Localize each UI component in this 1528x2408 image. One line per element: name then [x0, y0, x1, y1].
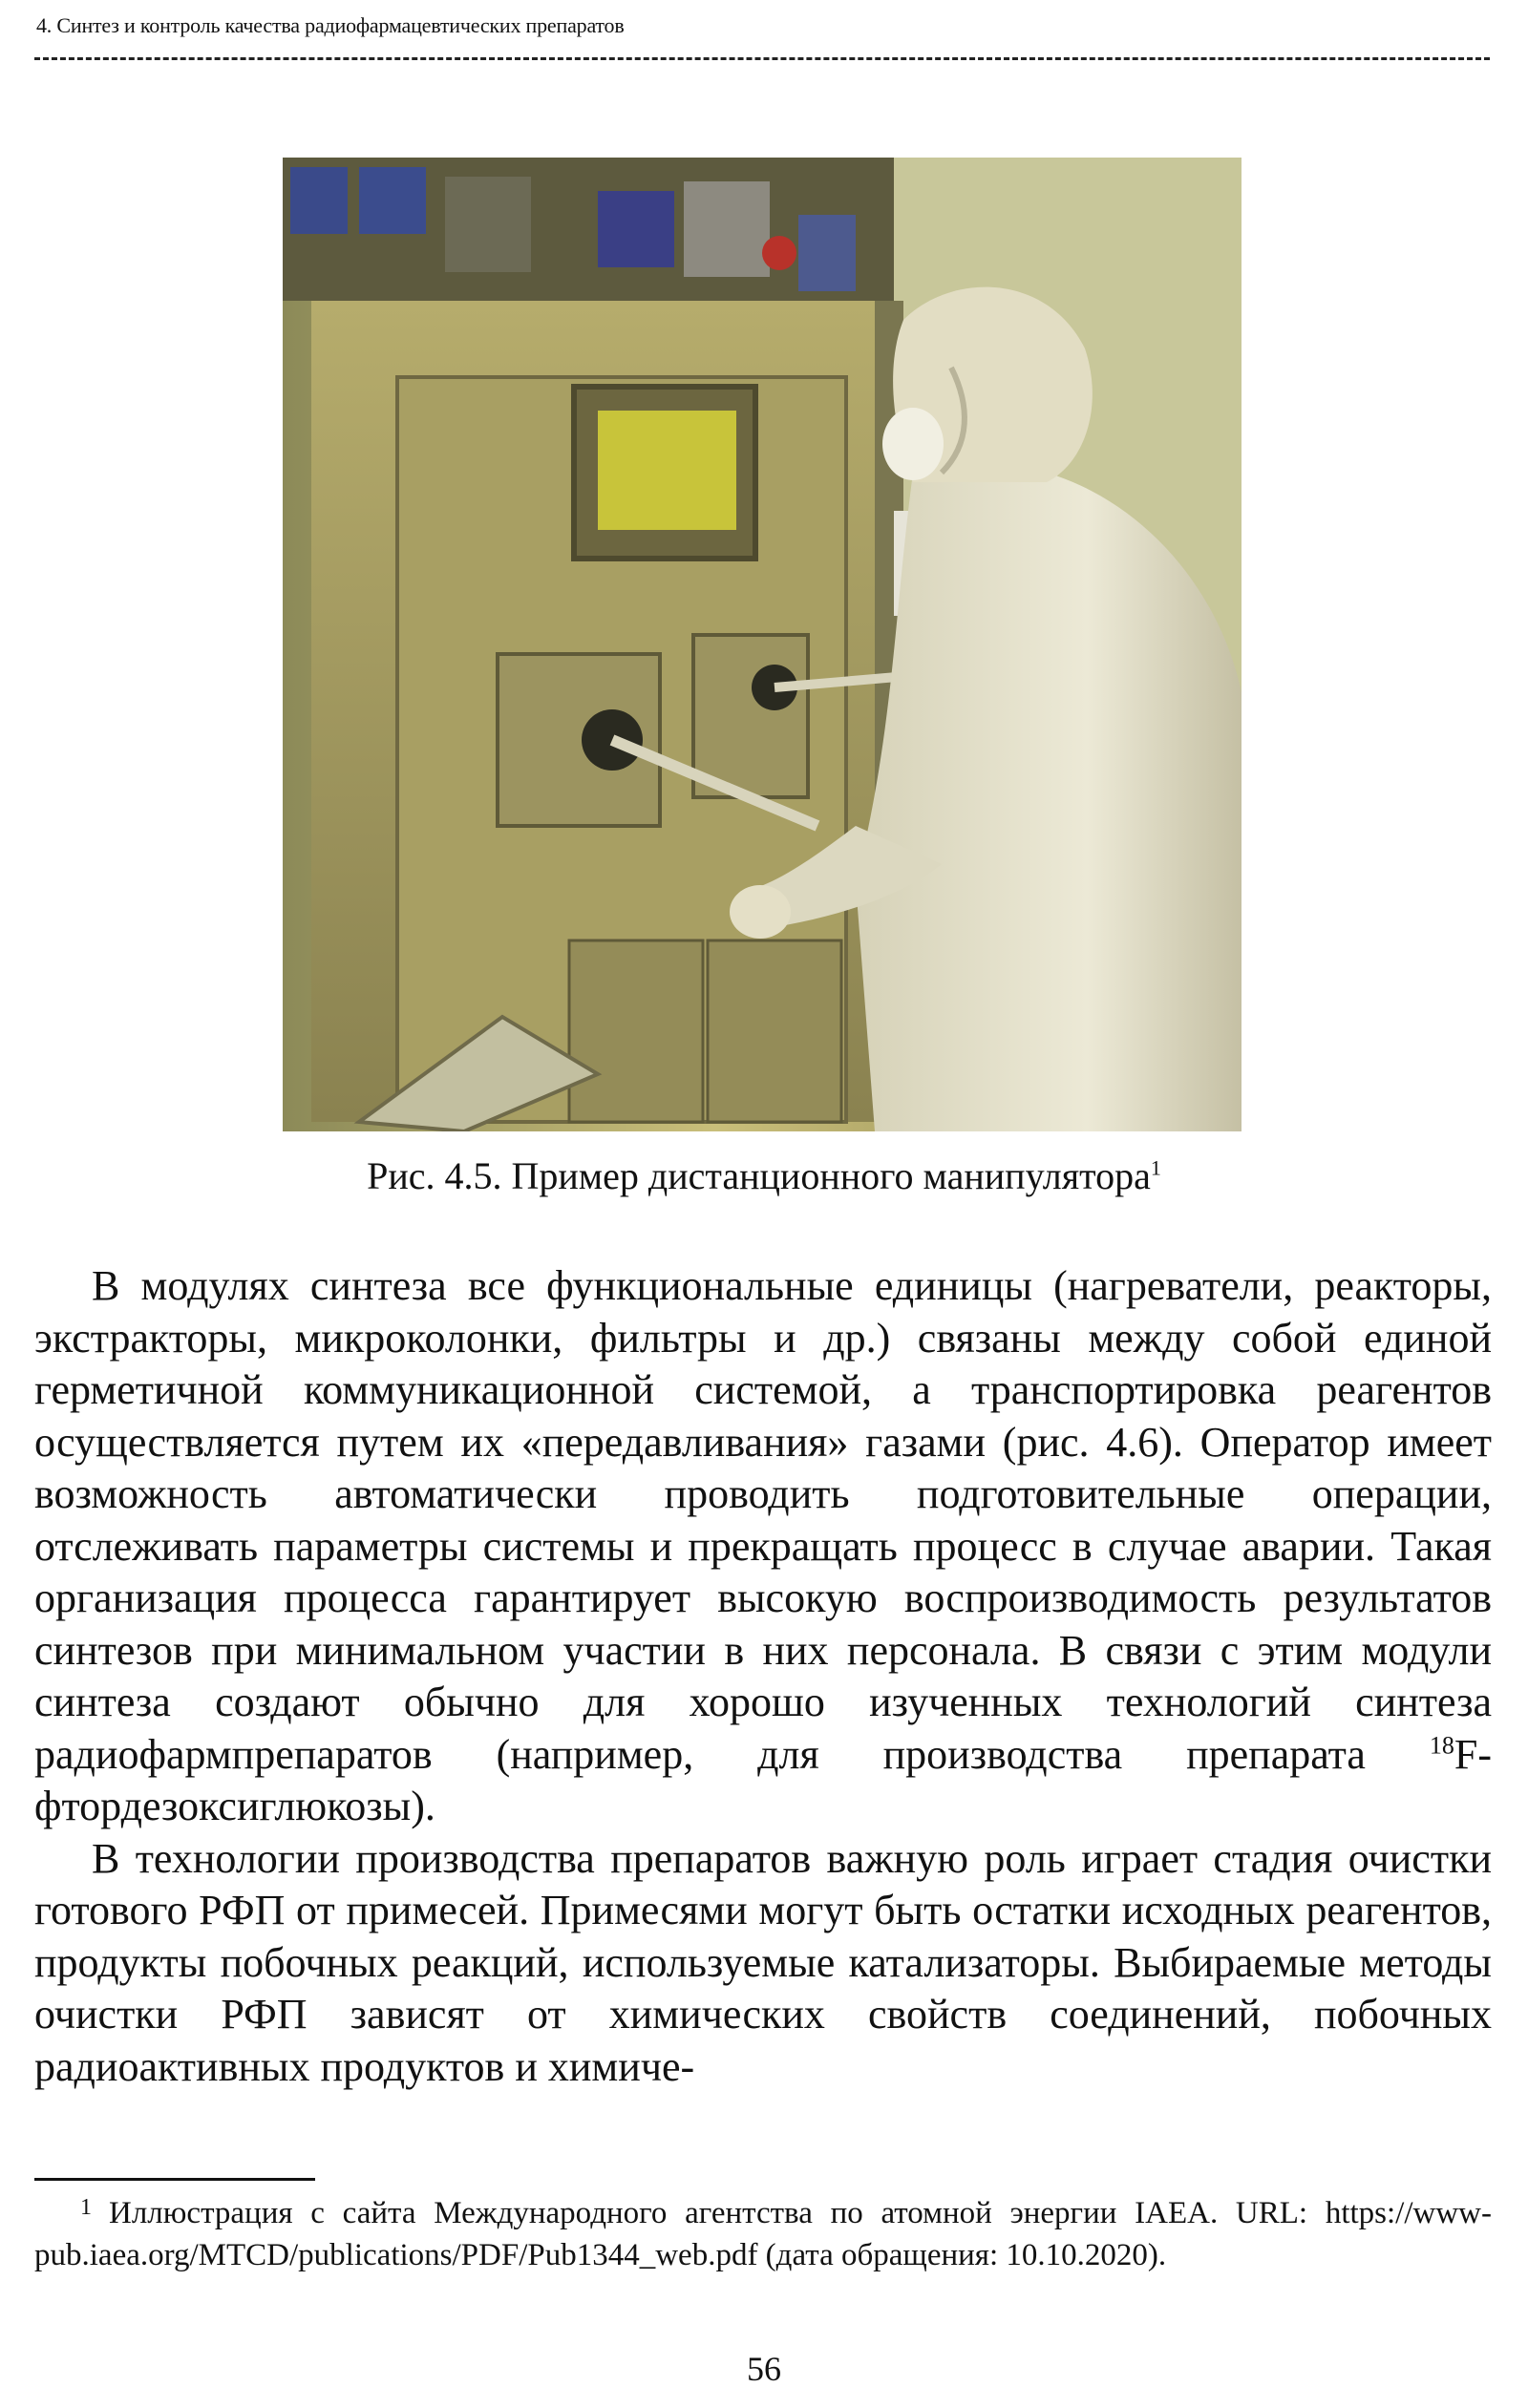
paragraph-1-text: В модулях синтеза все функциональные единицы (нагреватели, реакторы, экстракторы, микроколонки, фильтры и др.) связаны между собой единой герметичной коммуникационной системой, а транспортировка реагентов осуществляется путем их «передавливания» газами (рис. 4.6). Оператор имеет возможность автоматически проводить подготовительные операции, отслеживать параметры системы и прекращать процесс в случае аварии. Такая организация процесса гарантирует высокую воспроизводимость результатов синтезов при минимальном участии в них персонала. В связи с этим модули синтеза создают обычно для хорошо изученных технологий синтеза радиофармпрепаратов (например, для производства препарата [34, 1262, 1492, 1778]
footnote-divider [34, 2178, 315, 2181]
figure-caption [0, 1153, 1528, 1198]
running-header: 4. Синтез и контроль качества радиофармацевтических препаратов [36, 13, 625, 37]
page-number: 56 [747, 2350, 781, 2388]
manipulator-photo [283, 158, 1242, 1131]
paragraph-1-text-end: F-фтордезоксиглюкозы). [34, 1730, 1492, 1829]
footnote-text: Иллюстрация с сайта Международного агентства по атомной энергии IAEA. URL: https://www-pub.iaea.org/MTCD/publications/PDF/Pub1344_web.pdf (дата обращения: 10.10.2020). [34, 2196, 1492, 2272]
paragraph: В технологии производства препаратов важную роль играет стадия очистки готового РФП от примесей. Примесями могут быть остатки исходных реагентов, продукты побочных реакций, используемые катализаторы. Выбираемые методы очистки РФП зависят от химических свойств соединений, побочных радиоактивных продуктов и химиче- [34, 1834, 1492, 2090]
caption-footnote-mark: 1 [1150, 1155, 1161, 1180]
manipulator-photo-illustration [283, 158, 1242, 1131]
isotope-mass-number: 18 [1429, 1730, 1454, 1759]
paragraph [34, 1260, 1492, 1833]
figure-caption-text: Рис. 4.5. Пример дистанционного манипулятора [367, 1154, 1151, 1197]
footnote [34, 2192, 1492, 2276]
footnote-mark: 1 [80, 2195, 92, 2220]
body-text [34, 1260, 1492, 2093]
header-divider [34, 57, 1490, 60]
